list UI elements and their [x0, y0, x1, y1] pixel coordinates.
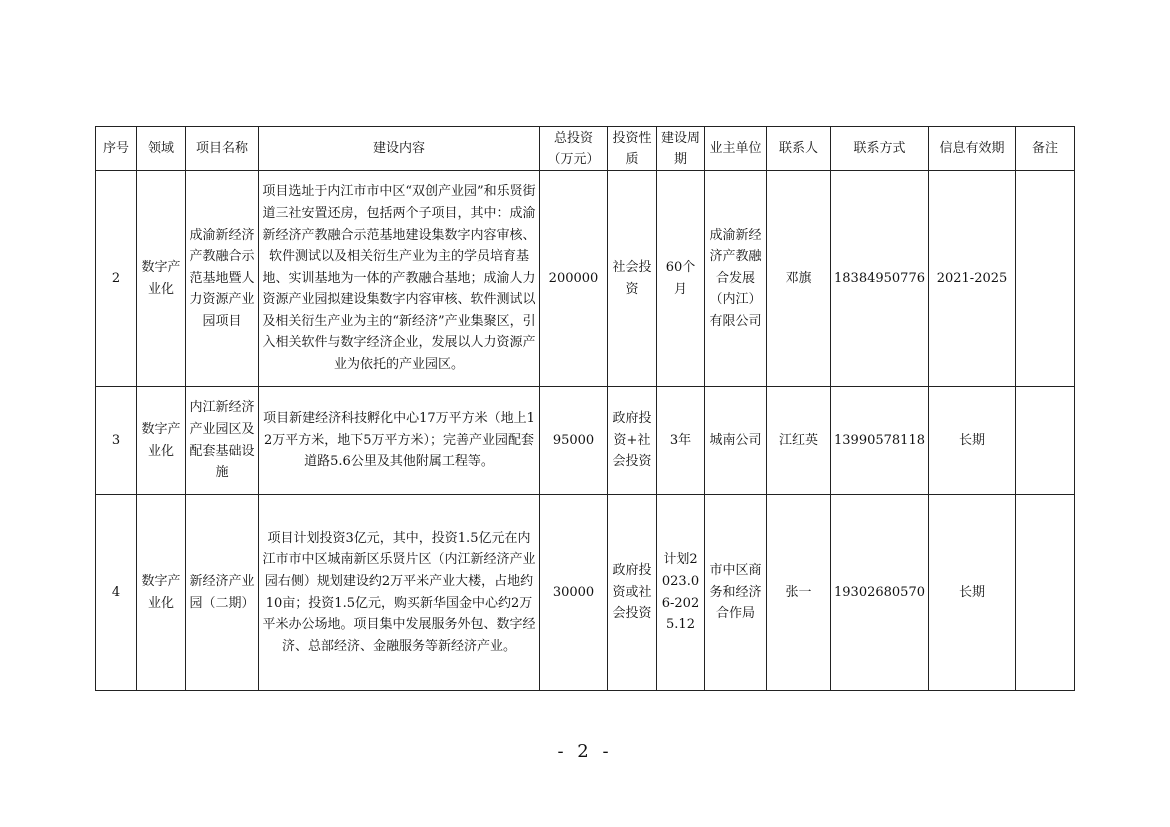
header-contact: 联系人: [767, 127, 831, 171]
header-period: 建设周期: [657, 127, 705, 171]
cell-nature: 政府投资+社会投资: [608, 387, 657, 495]
header-remark: 备注: [1016, 127, 1075, 171]
cell-remark: [1016, 387, 1075, 495]
header-nature: 投资性质: [608, 127, 657, 171]
cell-name: 内江新经济产业园区及配套基础设施: [186, 387, 259, 495]
cell-owner: 成渝新经济产教融合发展（内江）有限公司: [705, 171, 767, 387]
table-row: [96, 495, 1075, 691]
header-name: 项目名称: [186, 127, 259, 171]
cell-content: 项目新建经济科技孵化中心17万平方米（地上12万平方米，地下5万平方米）；完善产业园配套道路5.6公里及其他附属工程等。: [259, 387, 540, 495]
cell-field: 数字产业化: [137, 495, 186, 691]
header-investment: 总投资（万元）: [540, 127, 608, 171]
cell-phone: 19302680570: [831, 495, 929, 691]
page-number: - 2 -: [557, 741, 613, 762]
cell-period: 60个月: [657, 171, 705, 387]
cell-period: 3年: [657, 387, 705, 495]
cell-phone: 18384950776: [831, 171, 929, 387]
header-phone: 联系方式: [831, 127, 929, 171]
cell-period: 计划2023.06-2025.12: [657, 495, 705, 691]
table-row: [96, 387, 1075, 495]
cell-content: 项目选址于内江市市中区“双创产业园”和乐贤街道三社安置还房，包括两个子项目，其中：成渝新经济产教融合示范基地建设集数字内容审核、软件测试以及相关衍生产业为主的学员培育基地、实训基地为一体的产教融合基地；成渝人力资源产业园拟建设集数字内容审核、软件测试以及相关衍生产业为主的“新经济”产业集聚区，引入相关软件与数字经济企业，发展以人力资源产业为依托的产业园区。: [259, 171, 540, 387]
cell-field: 数字产业化: [137, 171, 186, 387]
cell-owner: 市中区商务和经济合作局: [705, 495, 767, 691]
table-row: [96, 171, 1075, 387]
header-no: 序号: [96, 127, 137, 171]
cell-investment: 30000: [540, 495, 608, 691]
cell-contact: 张一: [767, 495, 831, 691]
header-validity: 信息有效期: [929, 127, 1016, 171]
cell-name: 成渝新经济产教融合示范基地暨人力资源产业园项目: [186, 171, 259, 387]
cell-no: 3: [96, 387, 137, 495]
cell-validity: 长期: [929, 495, 1016, 691]
header-owner: 业主单位: [705, 127, 767, 171]
cell-investment: 95000: [540, 387, 608, 495]
cell-investment: 200000: [540, 171, 608, 387]
cell-validity: 2021-2025: [929, 171, 1016, 387]
cell-content: 项目计划投资3亿元，其中，投资1.5亿元在内江市市中区城南新区乐贤片区（内江新经济产业园右侧）规划建设约2万平米产业大楼，占地约10亩；投资1.5亿元，购买新华国金中心约2万平米办公场地。项目集中发展服务外包、数字经济、总部经济、金融服务等新经济产业。: [259, 495, 540, 691]
cell-no: 2: [96, 171, 137, 387]
cell-phone: 13990578118: [831, 387, 929, 495]
cell-nature: 政府投资或社会投资: [608, 495, 657, 691]
cell-owner: 城南公司: [705, 387, 767, 495]
header-field: 领域: [137, 127, 186, 171]
cell-validity: 长期: [929, 387, 1016, 495]
cell-name: 新经济产业园（二期）: [186, 495, 259, 691]
cell-no: 4: [96, 495, 137, 691]
cell-nature: 社会投资: [608, 171, 657, 387]
cell-field: 数字产业化: [137, 387, 186, 495]
project-table: [95, 126, 1075, 691]
cell-contact: 江红英: [767, 387, 831, 495]
cell-remark: [1016, 495, 1075, 691]
header-content: 建设内容: [259, 127, 540, 171]
cell-contact: 邓旗: [767, 171, 831, 387]
cell-remark: [1016, 171, 1075, 387]
table-header-row: [96, 127, 1075, 171]
